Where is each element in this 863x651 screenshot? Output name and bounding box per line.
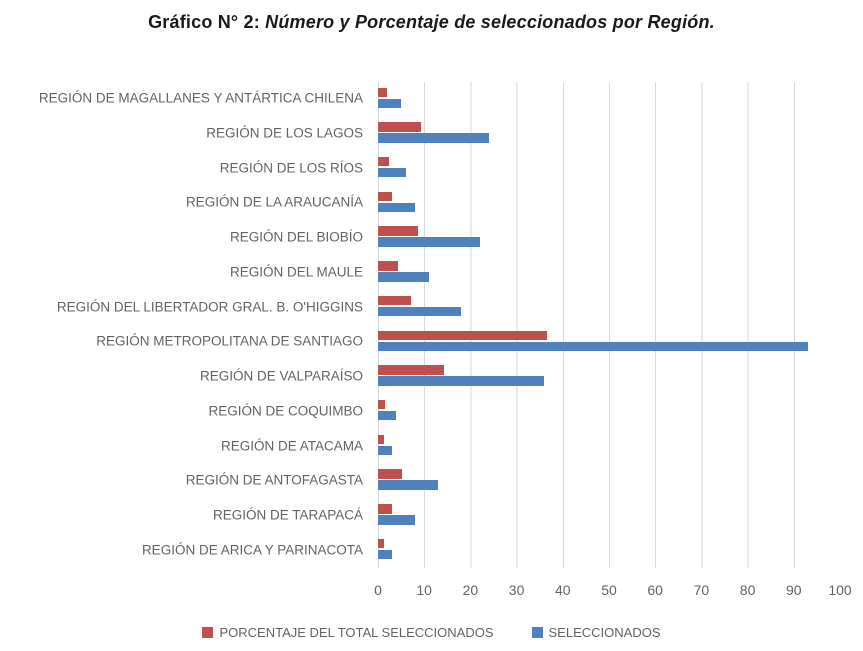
category-label: REGIÓN DE LOS RÍOS: [219, 160, 363, 176]
x-axis-tick: 60: [647, 582, 663, 598]
chart-row: [0, 151, 841, 186]
bar-seleccionados: [378, 411, 396, 421]
chart-row: [0, 256, 841, 291]
bar-seleccionados: [378, 342, 808, 352]
bar-porcentaje: [378, 226, 418, 236]
category-label: REGIÓN DE LOS LAGOS: [206, 125, 363, 141]
category-label: REGIÓN DEL MAULE: [229, 264, 363, 280]
bar-porcentaje: [378, 261, 398, 271]
chart-title-main: Número y Porcentaje de seleccionados por Región.: [265, 12, 715, 32]
legend-label: PORCENTAJE DEL TOTAL SELECCIONADOS: [219, 625, 494, 640]
chart-title-prefix: Gráfico N° 2:: [148, 12, 266, 32]
chart-row: [0, 464, 841, 499]
bar-porcentaje: [378, 122, 421, 132]
bar-porcentaje: [378, 400, 385, 410]
bar-seleccionados: [378, 446, 392, 456]
bar-porcentaje: [378, 157, 389, 167]
bar-seleccionados: [378, 133, 489, 143]
category-label: REGIÓN DE COQUIMBO: [208, 403, 363, 419]
bar-seleccionados: [378, 99, 401, 109]
bar-seleccionados: [378, 550, 392, 560]
legend-item: [532, 625, 661, 640]
bar-porcentaje: [378, 365, 444, 375]
chart-row: [0, 394, 841, 429]
bar-seleccionados: [378, 480, 438, 490]
x-axis-tick: 20: [462, 582, 479, 598]
chart-row: [0, 360, 841, 395]
bar-porcentaje: [378, 296, 411, 306]
plot-area: [0, 82, 841, 568]
category-label: REGIÓN DE ANTOFAGASTA: [185, 472, 363, 488]
category-label: REGIÓN DEL BIOBÍO: [229, 229, 363, 245]
bar-porcentaje: [378, 88, 387, 98]
chart-row: [0, 186, 841, 221]
chart-row: [0, 429, 841, 464]
category-label: REGIÓN DE ARICA Y PARINACOTA: [141, 542, 363, 558]
bar-porcentaje: [378, 469, 402, 479]
x-axis-tick: 40: [555, 582, 571, 598]
bar-seleccionados: [378, 515, 415, 525]
x-axis-tick: 0: [374, 582, 382, 598]
bar-porcentaje: [378, 504, 392, 514]
legend-label: SELECCIONADOS: [548, 625, 661, 640]
chart-title: [0, 12, 863, 33]
legend: [0, 625, 863, 640]
category-label: REGIÓN DE MAGALLANES Y ANTÁRTICA CHILENA: [38, 90, 363, 106]
x-axis-tick: 100: [828, 582, 852, 598]
bar-porcentaje: [378, 192, 392, 202]
category-label: REGIÓN DEL LIBERTADOR GRAL. B. O'HIGGINS: [56, 299, 363, 315]
bar-porcentaje: [378, 331, 547, 341]
bar-seleccionados: [378, 203, 415, 213]
chart-row: [0, 325, 841, 360]
category-label: REGIÓN DE TARAPACÁ: [212, 507, 363, 523]
bar-seleccionados: [378, 272, 429, 282]
legend-swatch-icon: [532, 627, 543, 638]
x-axis-tick: 50: [601, 582, 617, 598]
bar-porcentaje: [378, 435, 384, 445]
bar-seleccionados: [378, 307, 461, 317]
bar-porcentaje: [378, 539, 384, 549]
x-axis-tick: 30: [508, 582, 525, 598]
x-axis-tick: 70: [693, 582, 710, 598]
x-axis-tick: 10: [416, 582, 432, 598]
category-label: REGIÓN METROPOLITANA DE SANTIAGO: [96, 333, 363, 349]
x-axis-tick: 80: [739, 582, 756, 598]
bar-seleccionados: [378, 237, 480, 247]
bar-seleccionados: [378, 376, 544, 386]
chart-row: [0, 117, 841, 152]
x-axis: [374, 582, 852, 600]
bar-seleccionados: [378, 168, 406, 178]
x-axis-tick: 90: [786, 582, 802, 598]
category-label: REGIÓN DE ATACAMA: [220, 438, 363, 453]
legend-swatch-icon: [202, 627, 213, 638]
legend-item: [202, 625, 493, 640]
category-label: REGIÓN DE VALPARAÍSO: [199, 368, 363, 384]
chart-row: [0, 290, 841, 325]
chart-row: [0, 499, 841, 534]
chart-row: [0, 533, 841, 568]
category-label: REGIÓN DE LA ARAUCANÍA: [185, 194, 363, 210]
bar-rows: [0, 82, 841, 568]
chart-row: [0, 82, 841, 117]
chart-row: [0, 221, 841, 256]
